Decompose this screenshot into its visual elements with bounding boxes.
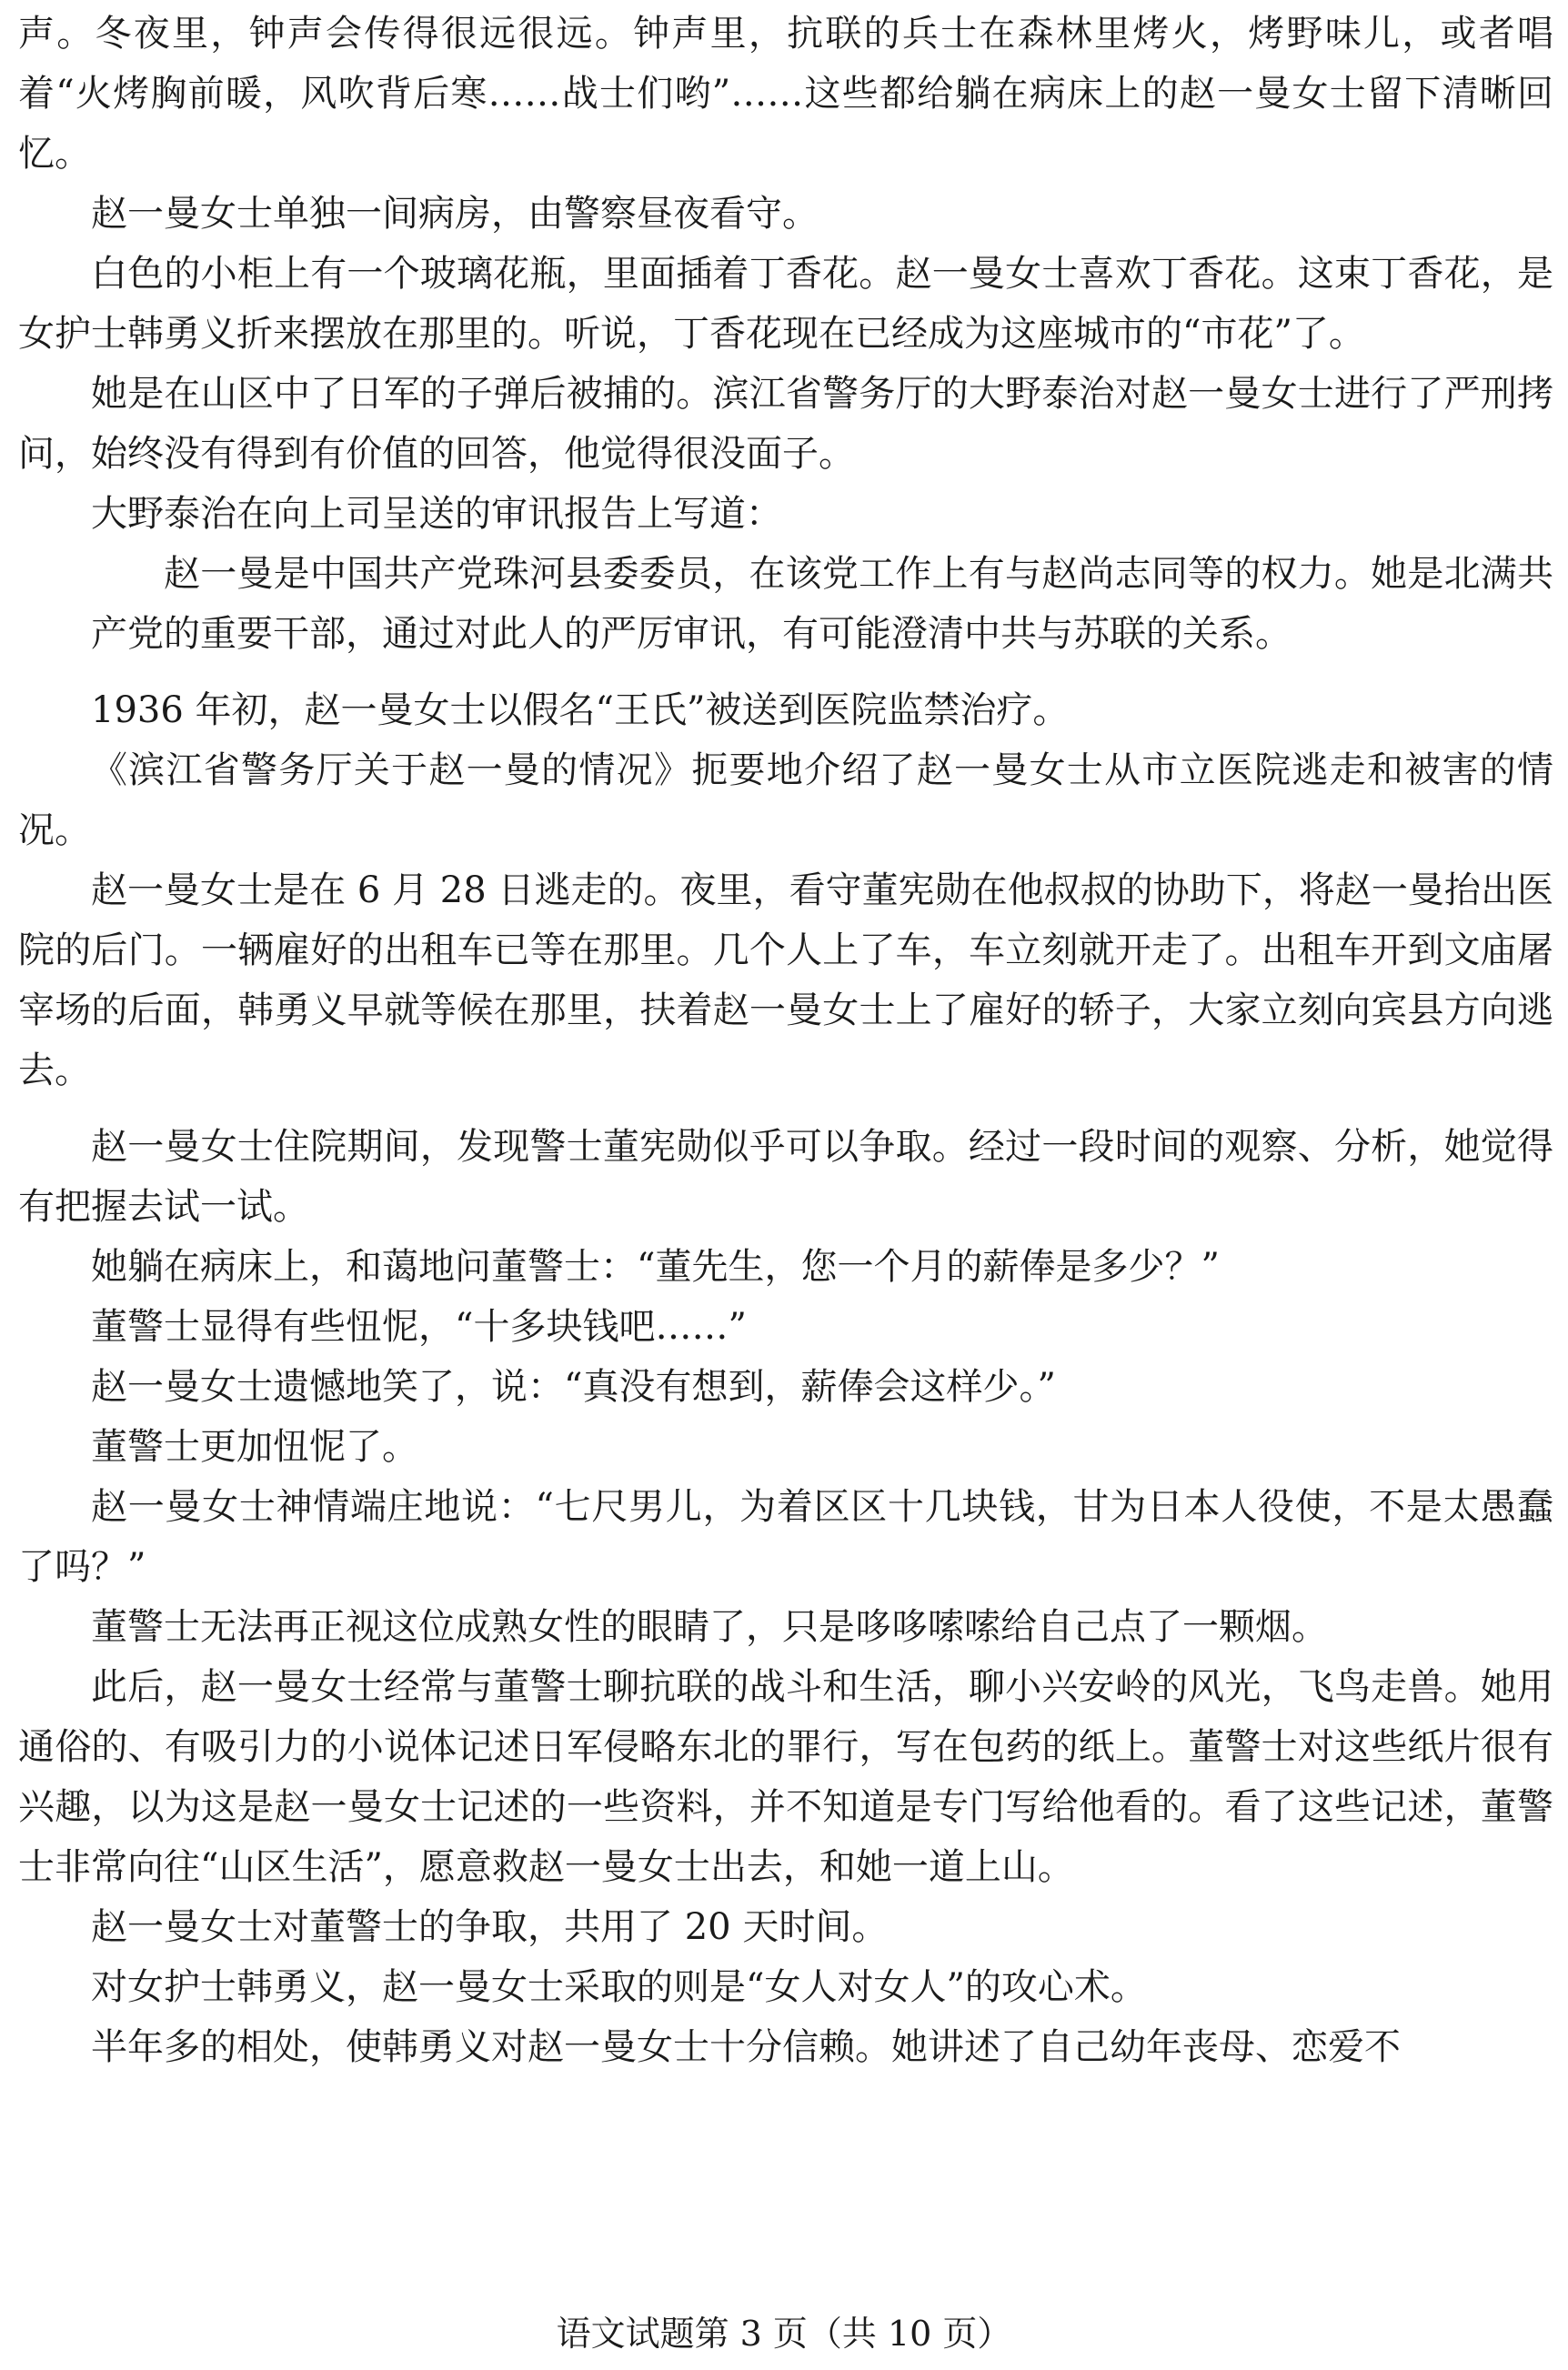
paragraph-8: 《滨江省警务厅关于赵一曼的情况》扼要地介绍了赵一曼女士从市立医院逃走和被害的情况。 (18, 749, 1553, 851)
paragraph-11: 她躺在病床上，和蔼地问董警士：“董先生，您一个月的薪俸是多少？” (91, 1246, 1220, 1288)
paragraph-15: 赵一曼女士神情端庄地说：“七尺男儿，为着区区十几块钱，甘为日本人役使，不是太愚蠢了吗？” (18, 1486, 1553, 1588)
paragraph-3: 白色的小柜上有一个玻璃花瓶，里面插着丁香花。赵一曼女士喜欢丁香花。这束丁香花，是女护士韩勇义折来摆放在那里的。听说，丁香花现在已经成为这座城市的“市花”了。 (18, 253, 1553, 355)
page-footer: 语文试题第 3 页（共 10 页） (556, 2314, 1012, 2354)
paragraph-4: 她是在山区中了日军的子弹后被捕的。滨江省警务厅的大野泰治对赵一曼女士进行了严刑拷问，始终没有得到有价值的回答，他觉得很没面子。 (18, 373, 1553, 475)
paragraph-1: 声。冬夜里，钟声会传得很远很远。钟声里，抗联的兵士在森林里烤火，烤野味儿，或者唱着“火烤胸前暖，风吹背后寒……战士们哟”……这些都给躺在病床上的赵一曼女士留下清晰回忆。 (18, 13, 1553, 175)
paragraph-13: 赵一曼女士遗憾地笑了，说：“真没有想到，薪俸会这样少。” (91, 1366, 1056, 1408)
paragraph-7: 1936 年初，赵一曼女士以假名“王氏”被送到医院监禁治疗。 (91, 689, 1070, 731)
paragraph-19: 对女护士韩勇义，赵一曼女士采取的则是“女人对女人”的攻心术。 (91, 1966, 1147, 2008)
paragraph-9: 赵一曼女士是在 6 月 28 日逃走的。夜里，看守董宪勋在他叔叔的协助下，将赵一曼抬出医院的后门。一辆雇好的出租车已等在那里。几个人上了车，车立刻就开走了。出租车开到文庙屠宰场的后面，韩勇义早就等候在那里，扶着赵一曼女士上了雇好的轿子，大家立刻向宾县方向逃去。 (18, 869, 1553, 1091)
paragraph-2: 赵一曼女士单独一间病房，由警察昼夜看守。 (91, 193, 819, 235)
article-body (18, 4, 1553, 2077)
paragraph-10: 赵一曼女士住院期间，发现警士董宪勋似乎可以争取。经过一段时间的观察、分析，她觉得有把握去试一试。 (18, 1126, 1553, 1228)
report-quote: 赵一曼是中国共产党珠河县委委员，在该党工作上有与赵尚志同等的权力。她是北满共产党的重要干部，通过对此人的严厉审讯，有可能澄清中共与苏联的关系。 (91, 553, 1553, 655)
paragraph-12: 董警士显得有些忸怩，“十多块钱吧……” (91, 1306, 747, 1348)
paragraph-5: 大野泰治在向上司呈送的审讯报告上写道： (91, 493, 782, 535)
paragraph-20: 半年多的相处，使韩勇义对赵一曼女士十分信赖。她讲述了自己幼年丧母、恋爱不 (91, 2026, 1401, 2068)
paragraph-17: 此后，赵一曼女士经常与董警士聊抗联的战斗和生活，聊小兴安岭的风光，飞鸟走兽。她用通俗的、有吸引力的小说体记述日军侵略东北的罪行，写在包药的纸上。董警士对这些纸片很有兴趣，以为这是赵一曼女士记述的一些资料，并不知道是专门写给他看的。看了这些记述，董警士非常向往“山区生活”，愿意救赵一曼女士出去，和她一道上山。 (18, 1666, 1553, 1888)
paragraph-14: 董警士更加忸怩了。 (91, 1426, 418, 1468)
paragraph-18: 赵一曼女士对董警士的争取，共用了 20 天时间。 (91, 1906, 889, 1948)
paragraph-16: 董警士无法再正视这位成熟女性的眼睛了，只是哆哆嗦嗦给自己点了一颗烟。 (91, 1606, 1328, 1648)
